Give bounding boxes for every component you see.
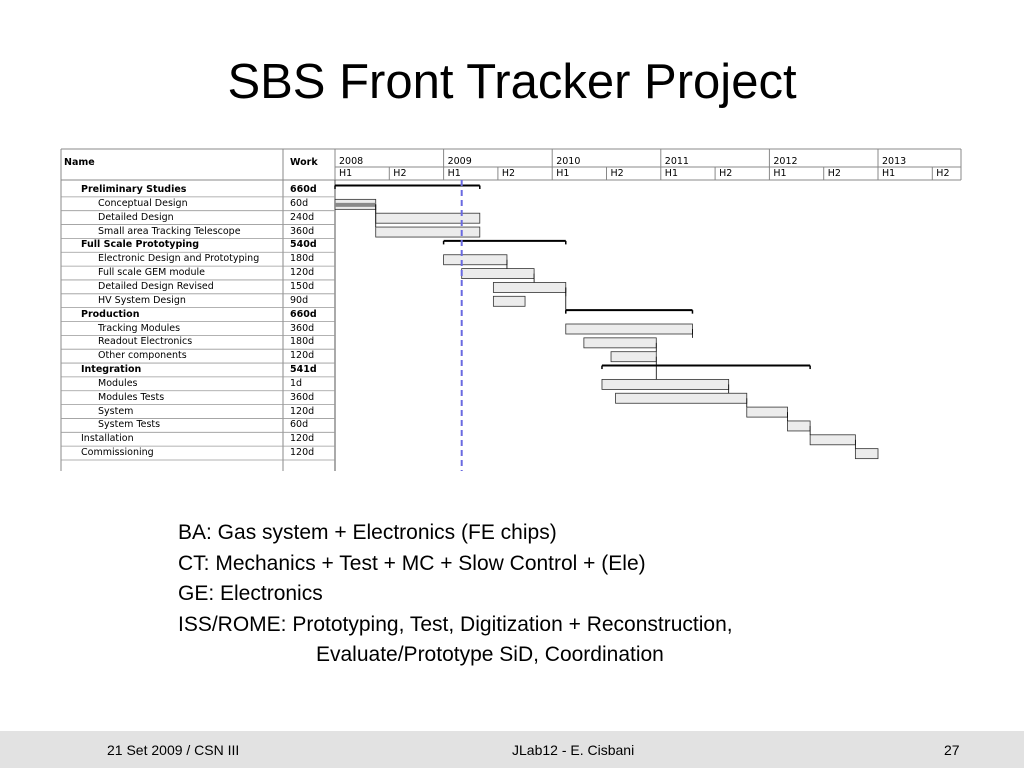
note-ba: BA: Gas system + Electronics (FE chips) [178,521,557,544]
task-bar [810,435,855,445]
task-name: Full Scale Prototyping [81,239,200,251]
task-work: 360d [290,225,315,237]
half-label: H2 [610,168,624,179]
half-label: H1 [773,168,787,179]
slide-footer [0,731,1024,768]
task-name: Readout Electronics [98,336,193,348]
year-label: 2010 [556,156,581,167]
half-label: H2 [936,168,950,179]
task-work: 60d [290,419,309,431]
year-label: 2011 [664,156,689,167]
column-header-name: Name [64,157,95,168]
task-bar [493,296,525,306]
year-label: 2013 [882,156,907,167]
task-progress-bar [335,203,376,207]
task-bar [376,213,480,223]
year-label: 2008 [339,156,364,167]
year-label: 2009 [447,156,472,167]
note-iss-rome: ISS/ROME: Prototyping, Test, Digitization + Reconstruction, [178,612,733,636]
footer-page-number: 27 [944,742,960,758]
column-header-work: Work [290,157,318,168]
task-name: Detailed Design [98,211,174,223]
task-name: Production [81,308,140,320]
year-label: 2012 [773,156,798,167]
task-work: 1d [290,377,303,389]
half-label: H1 [882,168,896,179]
task-name: Modules Tests [98,391,165,403]
task-name: Modules [98,377,138,389]
task-work: 541d [290,364,317,376]
task-work: 660d [290,308,317,320]
task-name: System Tests [98,419,161,431]
task-work: 120d [290,267,315,279]
note-ct: CT: Mechanics + Test + MC + Slow Control + (Ele) [178,551,646,575]
task-name: System [98,405,134,417]
half-label: H1 [664,168,678,179]
gantt-grid [61,149,961,471]
task-work: 120d [290,405,315,417]
task-name: Tracking Modules [98,322,181,334]
half-label: H1 [556,168,570,179]
task-bar [602,379,729,389]
task-work: 240d [290,211,315,223]
footer-author: JLab12 - E. Cisbani [512,742,635,758]
task-bar [611,352,656,362]
task-work: 360d [290,322,315,334]
half-label: H2 [501,168,516,179]
task-name: Conceptual Design [98,197,188,209]
task-work: 540d [290,239,317,251]
note-ge: GE: Electronics [178,582,323,605]
task-work: 180d [290,336,315,348]
responsibility-notes [178,518,733,671]
task-work: 120d [290,447,315,459]
task-work: 180d [290,253,315,265]
half-label: H2 [393,168,407,179]
half-label: H1 [447,168,461,179]
task-name: Small area Tracking Telescope [98,225,241,237]
task-name: Installation [81,433,134,445]
task-work: 60d [290,197,309,209]
task-name: Electronic Design and Prototyping [98,253,260,265]
task-bar [444,255,507,265]
task-name: Full scale GEM module [98,267,205,279]
task-work: 150d [290,280,315,292]
half-label: H2 [719,168,733,179]
task-bar [566,324,693,334]
gantt-chart [61,149,961,471]
task-bar [584,338,656,348]
task-work: 90d [290,294,309,306]
task-bar [616,393,747,403]
slide-title: SBS Front Tracker Project [227,55,797,109]
task-bar [376,227,480,237]
task-name: Integration [81,364,142,376]
task-name: Detailed Design Revised [98,280,214,292]
task-name: Preliminary Studies [81,184,187,195]
half-label: H2 [827,168,841,179]
half-label: H1 [339,168,353,179]
task-bar [788,421,811,431]
task-bar [855,449,878,459]
task-work: 660d [290,184,317,195]
task-work: 360d [290,391,315,403]
task-name: HV System Design [98,294,186,306]
task-name: Other components [98,350,187,362]
task-work: 120d [290,433,315,445]
footer-date: 21 Set 2009 / CSN III [107,742,240,758]
task-name: Commissioning [81,447,154,459]
note-iss-rome-continued: Evaluate/Prototype SiD, Coordination [316,643,664,666]
task-bar [462,269,534,279]
task-bar [747,407,788,417]
task-work: 120d [290,350,315,362]
task-bar [493,282,565,292]
